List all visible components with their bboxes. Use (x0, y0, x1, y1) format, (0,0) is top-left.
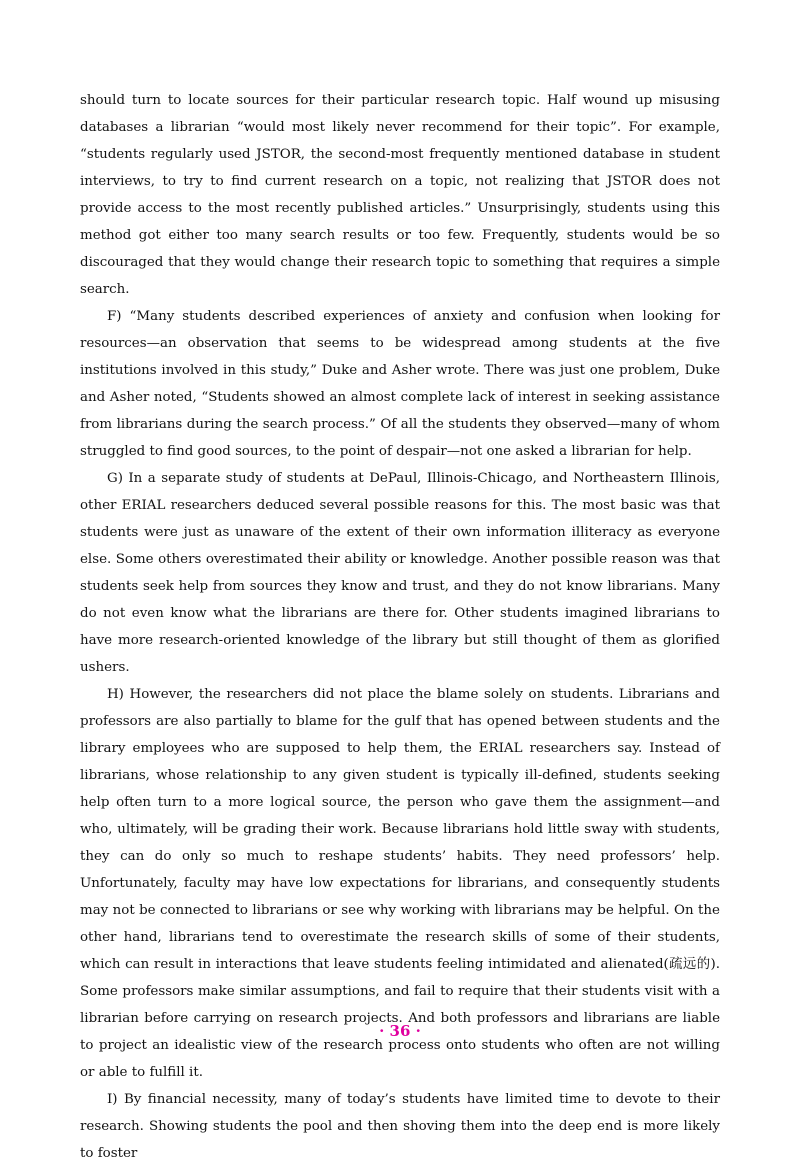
page-number: · 36 · (379, 1022, 421, 1040)
paragraph-label: F) (107, 309, 122, 324)
paragraph-label: G) (107, 471, 123, 486)
paragraph-text: In a separate study of students at DePaul, Illinois-Chicago, and Northeastern Illinois, other ERIAL researchers deduced several possible reasons for this. The most basic was that students were just as unaware of the extent of their own information illiteracy as everyone else. Some others overestimated their ability or knowledge. Another possible reason was that students seek help from sources they know and trust, and they do not know librarians. Many do not even know what the librarians are there for. Other students imagined librarians to have more research-oriented knowledge of the library but still thought of them as glorified ushers. (80, 471, 720, 675)
paragraph-label: H) (107, 687, 124, 702)
paragraph-text: However, the researchers did not place the blame solely on students. Librarians and professors are also partially to blame for the gulf that has opened between students and the library employees who are supposed to help them, the ERIAL researchers say. Instead of librarians, whose relationship to any given student is typically ill-defined, students seeking help often turn to a more logical source, the person who gave them the assignment—and who, ultimately, will be grading their work. Because librarians hold little sway with students, they can do only so much to reshape students’ habits. They need professors’ help. Unfortunately, faculty may have low expectations for librarians, and consequently students may not be connected to librarians or see why working with librarians may be helpful. On the other hand, librarians tend to overestimate the research skills of some of their students, which can result in interactions that leave students feeling intimidated and alienated(疏远的). Some professors make similar assumptions, and fail to require that their students visit with a librarian before carrying on research projects. And both professors and librarians are liable to project an idealistic view of the research process onto students who often are not willing or able to fulfill it. (80, 687, 721, 1080)
paragraph-f (80, 303, 720, 465)
paragraph-text: “Many students described experiences of anxiety and confusion when looking for resources—an observation that seems to be widespread among students at the five institutions involved in this study,” Duke and Asher wrote. There was just one problem, Duke and Asher noted, “Students showed an almost complete lack of interest in seeking assistance from librarians during the search process.” Of all the students they observed—many of whom struggled to find good sources, to the point of despair—not one asked a librarian for help. (80, 309, 720, 459)
paragraph-i (80, 1086, 720, 1167)
paragraph-continuation (80, 87, 720, 303)
paragraph-text: should turn to locate sources for their particular research topic. Half wound up misusing databases a librarian “would most likely never recommend for their topic”. For example, “students regularly used JSTOR, the second-most frequently mentioned database in student interviews, to try to find current research on a topic, not realizing that JSTOR does not provide access to the most recently published articles.” Unsurprisingly, students using this method got either too many search results or too few. Frequently, students would be so discouraged that they would change their research topic to something that requires a simple search. (80, 93, 720, 297)
paragraph-text: By financial necessity, many of today’s students have limited time to devote to their research. Showing students the pool and then shoving them into the deep end is more likely to foster (80, 1092, 720, 1161)
body-text (80, 87, 720, 1167)
paragraph-g (80, 465, 720, 681)
paragraph-label: I) (107, 1092, 118, 1107)
